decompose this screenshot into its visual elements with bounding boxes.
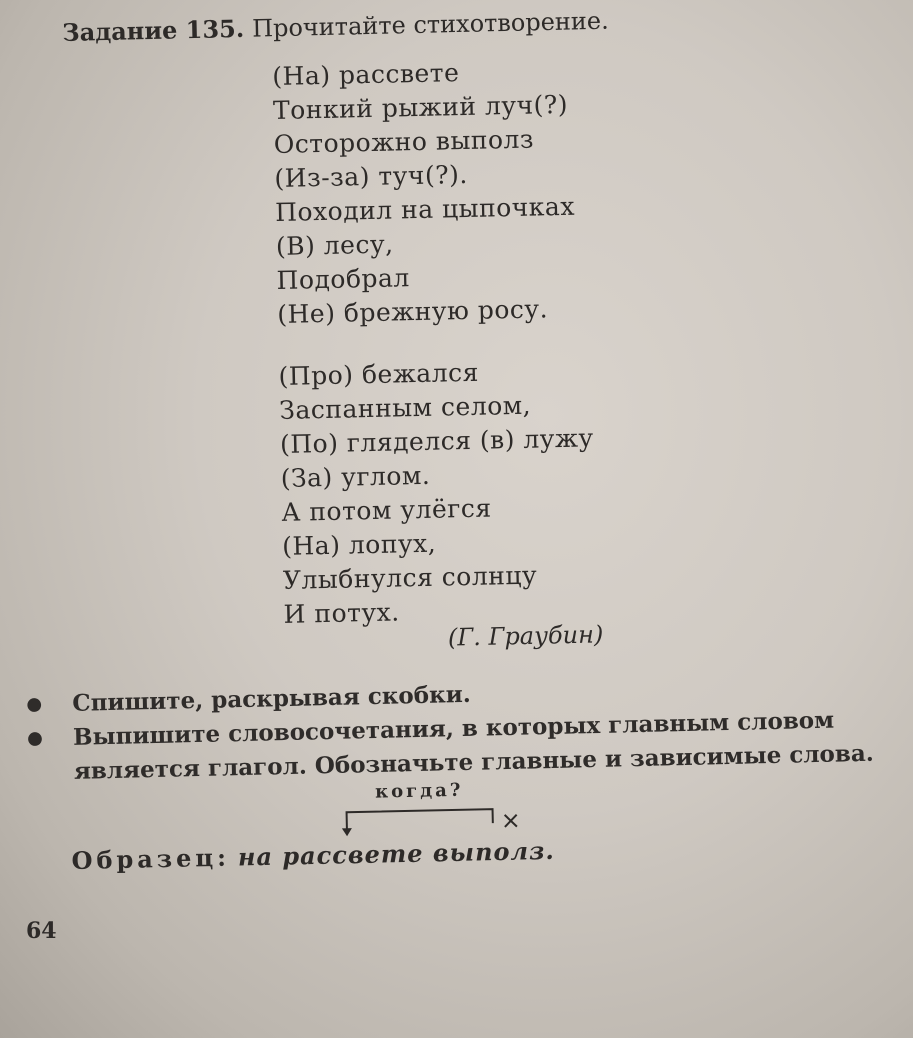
instruction-text: Выпишите словосочетания, в которых главным словом является глагол. Обозначьте главные и зависимые слова.: [72, 706, 875, 785]
example-phrase: на рассвете выполз.: [237, 835, 556, 872]
poem-line: (На) лопух,: [281, 528, 437, 561]
poem-line: Осторожно выполз: [273, 124, 535, 159]
poem-line: Заспанным селом,: [279, 390, 532, 425]
poem-line: Тонкий рыжий луч(?): [272, 89, 569, 125]
poem-line: (В) лесу,: [275, 229, 394, 261]
poem-line: Подобрал: [276, 263, 411, 295]
poem-line: (На) рассвете: [272, 58, 460, 91]
poem-line: А потом улёгся: [281, 493, 492, 527]
poem-line: (По) гляделся (в) лужу: [279, 423, 594, 459]
previous-text-fragment: [60, 0, 480, 6]
example-block: [70, 776, 632, 888]
bullet-icon: ●: [26, 693, 43, 715]
instruction-text: Спишите, раскрывая скобки.: [72, 680, 472, 717]
page-number: 64: [26, 918, 57, 944]
example-question: когда?: [374, 779, 464, 803]
bullet-icon: ●: [26, 727, 44, 749]
poem: [272, 53, 598, 631]
poem-line: Походил на цыпочках: [274, 191, 576, 227]
task-heading: [62, 6, 609, 47]
show-through-decoration: [640, 78, 647, 103]
task-title: Прочитайте стихотворение.: [251, 6, 610, 43]
poem-line: (Из-за) туч(?).: [274, 159, 469, 193]
poem-line: (За) углом.: [280, 460, 431, 493]
instructions-list: [22, 668, 884, 789]
task-number: Задание 135.: [62, 13, 245, 47]
poem-line: Улыбнулся солнцу: [282, 560, 538, 595]
example-line: [71, 836, 555, 875]
example-label: Образец:: [71, 842, 231, 875]
poem-line: И потух.: [283, 597, 400, 629]
poem-line: (Не) брежную росу.: [277, 294, 549, 329]
poem-author: (Г. Граубин): [447, 620, 604, 652]
poem-line: (Про) бежался: [278, 357, 480, 391]
